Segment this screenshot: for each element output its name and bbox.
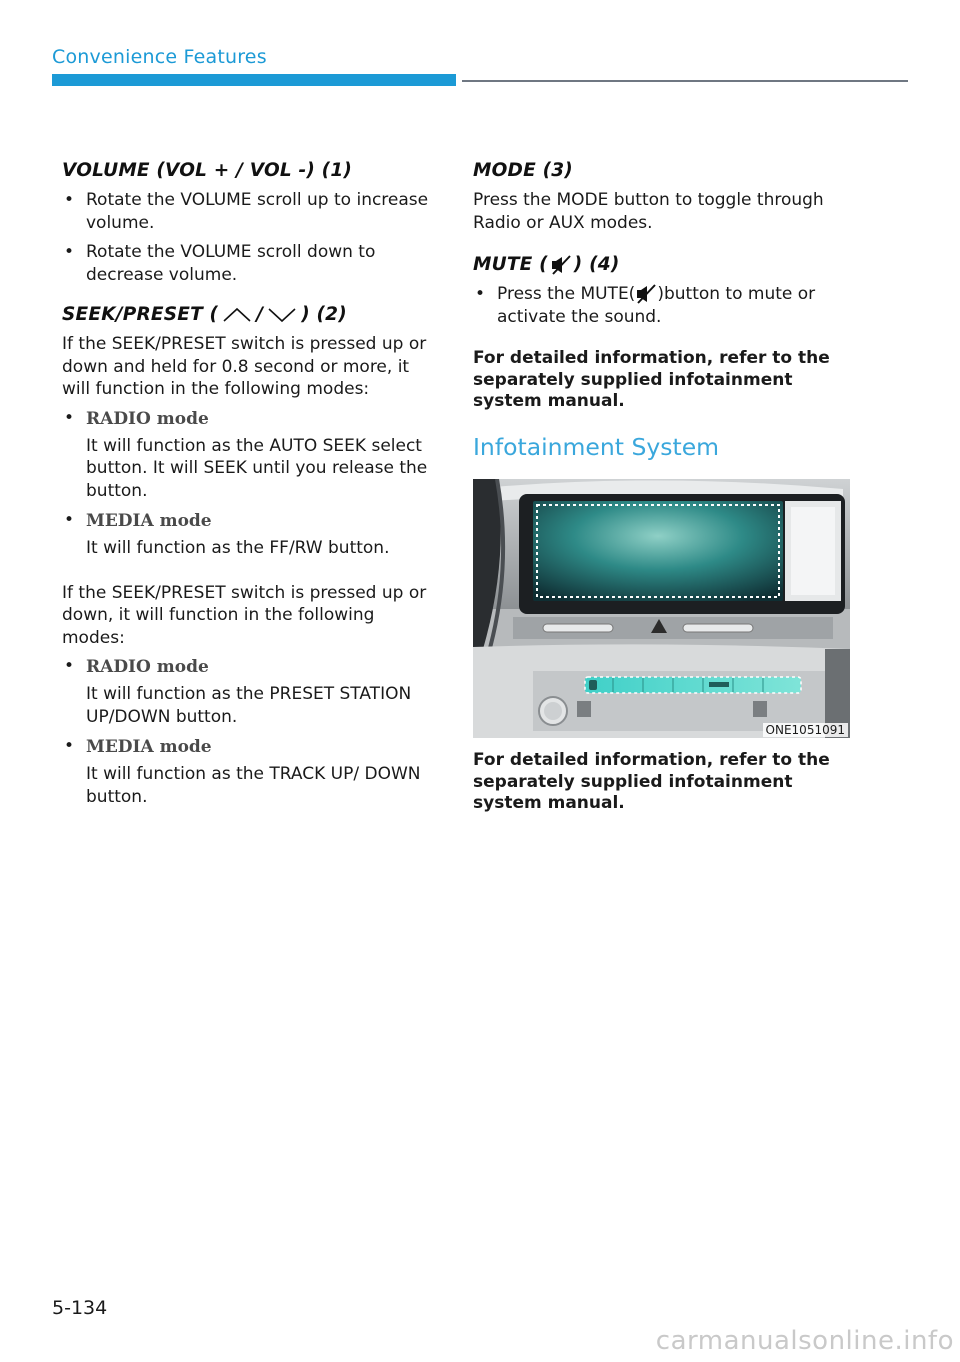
page-number: 5-134: [52, 1297, 108, 1319]
mode-name: MEDIA mode: [86, 737, 212, 757]
mute-bullet-suffix: )button to mute or activate the sound.: [497, 284, 816, 327]
mode-description: It will function as the FF/RW button.: [86, 538, 390, 558]
mode-name: RADIO mode: [86, 657, 209, 677]
note-infotainment-manual-2: For detailed information, refer to the separately supplied infotainment system manual.: [473, 750, 830, 813]
mode-heading: MODE (3): [473, 160, 573, 181]
volume-heading: VOLUME (VOL + / VOL -) (1): [62, 160, 353, 181]
infotainment-section-heading: Infotainment System: [473, 432, 720, 461]
infotainment-photo: [473, 479, 850, 738]
list-item: • Rotate the VOLUME scroll down to decrease volume.: [62, 241, 440, 286]
watermark: carmanualsonline.info: [655, 1326, 954, 1356]
infotainment-dashboard-illustration: [473, 479, 850, 738]
header-title: Convenience Features: [52, 46, 267, 68]
seek-heading-prefix: SEEK/PRESET (: [62, 304, 219, 325]
chevron-down-icon: [267, 307, 297, 323]
seek-intro-hold: If the SEEK/PRESET switch is pressed up or down and held for 0.8 second or more, it will function in the following modes:: [62, 334, 427, 399]
bullet: •: [64, 656, 75, 676]
seek-heading-suffix: ) (2): [301, 304, 347, 325]
mute-bullet-prefix: Press the MUTE(: [497, 284, 636, 304]
mode-description: It will function as the AUTO SEEK select button. It will SEEK until you release the button.: [86, 435, 428, 501]
list-item: [473, 283, 855, 328]
bullet: •: [64, 407, 75, 428]
mute-heading: [473, 254, 855, 275]
chevron-up-icon: [222, 307, 252, 323]
note-infotainment-manual: For detailed information, refer to the separately supplied infotainment system manual.: [473, 348, 830, 411]
volume-bullet-list: [62, 189, 440, 286]
mode-text: Press the MODE button to toggle through Radio or AUX modes.: [473, 190, 824, 233]
mute-heading-suffix: ) (4): [573, 254, 620, 275]
mute-bullet-list: [473, 283, 855, 328]
right-column: [473, 160, 855, 461]
seek-intro-press: If the SEEK/PRESET switch is pressed up or down, it will function in the following modes:: [62, 582, 427, 648]
mode-item: [62, 735, 440, 808]
mute-icon: [635, 284, 657, 304]
mute-heading-prefix: MUTE (: [473, 254, 548, 275]
mode-name: RADIO mode: [86, 408, 209, 429]
mode-item: [62, 509, 440, 560]
photo-reference-code: ONE1051091: [763, 723, 848, 737]
mode-item: [62, 407, 440, 503]
left-column: [62, 160, 440, 815]
list-item: • Rotate the VOLUME scroll up to increase volume.: [62, 189, 440, 234]
mode-item: [62, 655, 440, 728]
mute-icon: [550, 255, 572, 275]
mode-description: It will function as the TRACK UP/ DOWN button.: [86, 764, 421, 807]
bullet: •: [64, 736, 75, 756]
header-rule: [462, 80, 908, 82]
bullet: •: [64, 510, 75, 530]
mode-name: MEDIA mode: [86, 511, 212, 531]
header-accent-bar: [52, 74, 456, 86]
seek-heading: [62, 304, 440, 325]
mode-description: It will function as the PRESET STATION UP/DOWN button.: [86, 684, 412, 727]
seek-heading-separator: /: [256, 304, 264, 325]
